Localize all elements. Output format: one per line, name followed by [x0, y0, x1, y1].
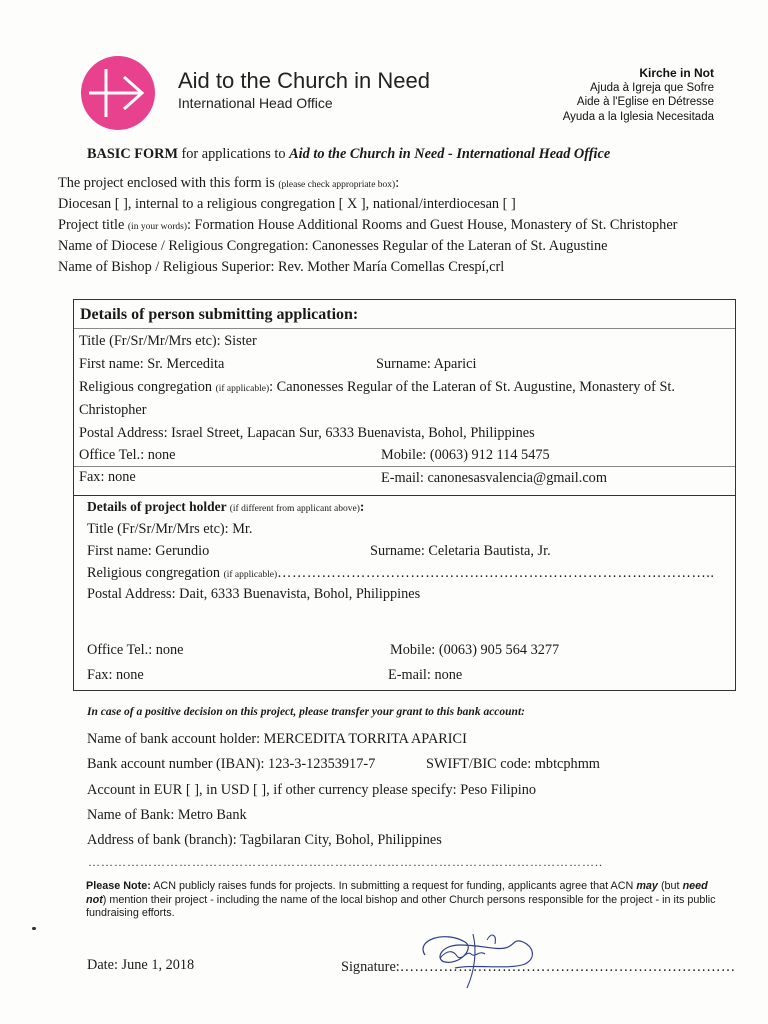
- date-field: Date: June 1, 2018: [87, 957, 195, 973]
- note-may: may: [636, 880, 658, 892]
- form-heading-text: for applications to: [177, 146, 290, 162]
- org-name: Aid to the Church in Need: [178, 68, 430, 93]
- signature-dots: ……………………………………………………………: [399, 959, 736, 975]
- project-title-line: [58, 217, 677, 234]
- holder-heading-hint: (if different from applicant above): [229, 504, 360, 514]
- bank-holder: Name of bank account holder: MERCEDITA TORRITA APARICI: [87, 731, 467, 747]
- project-enclosed-colon: :: [395, 175, 400, 191]
- applicant-congregation: [79, 379, 675, 396]
- holder-surname: Surname: Celetaria Bautista, Jr.: [370, 543, 551, 559]
- bishop-line: Name of Bishop / Religious Superior: Rev. Mother María Comellas Crespí,crl: [58, 259, 505, 275]
- bank-dots-line: ………………………………………………………………………………………………………..: [88, 855, 603, 869]
- applicant-surname: Surname: Aparici: [376, 356, 477, 372]
- project-type-line: Diocesan [ ], internal to a religious congregation [ X ], national/interdiocesan [ ]: [58, 196, 516, 212]
- bank-account: Bank account number (IBAN): 123-3-12353917-7: [87, 756, 376, 772]
- applicant-fax: Fax: none: [79, 469, 136, 485]
- holder-congregation-dots: ……………………………………………………………………………..: [277, 565, 715, 581]
- bank-address: Address of bank (branch): Tagbilaran City, Bohol, Philippines: [87, 832, 442, 848]
- project-enclosed-label: The project enclosed with this form is: [58, 175, 279, 191]
- diocese-line: Name of Diocese / Religious Congregation: Canonesses Regular of the Lateran of St. Augustine: [58, 238, 608, 254]
- applicant-office-tel: Office Tel.: none: [79, 447, 176, 463]
- holder-email: E-mail: none: [388, 667, 463, 683]
- applicant-divider-2: [74, 466, 735, 467]
- note-label: Please Note:: [86, 880, 151, 892]
- applicant-divider: [74, 328, 735, 329]
- note-paragraph: [86, 880, 726, 921]
- applicant-postal: Postal Address: Israel Street, Lapacan Sur, 6333 Buenavista, Bohol, Philippines: [79, 425, 535, 441]
- bank-currency: Account in EUR [ ], in USD [ ], if other currency please specify: Peso Filipino: [87, 782, 537, 798]
- applicant-heading: Details of person submitting application:: [80, 306, 359, 323]
- language-names: [563, 66, 714, 124]
- handwritten-signature: [405, 920, 545, 990]
- note-need-not: need not: [86, 880, 708, 906]
- note-part1: ACN publicly raises funds for projects. In submitting a request for funding, applicants agree that ACN: [150, 880, 637, 892]
- holder-mobile: Mobile: (0063) 905 564 3277: [390, 642, 560, 658]
- form-heading: [87, 146, 610, 163]
- lang-french: Aide à l'Eglise en Détresse: [576, 96, 714, 108]
- applicant-congregation-label: Religious congregation: [79, 379, 216, 395]
- holder-fax: Fax: none: [87, 667, 144, 683]
- applicant-congregation-hint: (if applicable): [215, 384, 270, 394]
- applicant-title: Title (Fr/Sr/Mr/Mrs etc): Sister: [79, 333, 257, 349]
- project-enclosed-hint: (please check appropriate box): [278, 180, 396, 190]
- signature-label: Signature:: [341, 959, 400, 975]
- lang-spanish: Ayuda a la Iglesia Necesitada: [562, 110, 714, 123]
- project-title-label: Project title: [58, 217, 128, 233]
- holder-first-name: First name: Gerundio: [87, 543, 210, 559]
- holder-heading: [87, 499, 364, 515]
- applicant-first-name: First name: Sr. Mercedita: [79, 356, 225, 372]
- holder-congregation-label: Religious congregation: [87, 565, 224, 581]
- holder-congregation: [87, 565, 714, 582]
- form-heading-italic: Aid to the Church in Need - International Head Office: [289, 146, 611, 162]
- holder-heading-colon: :: [359, 499, 365, 514]
- holder-title: Title (Fr/Sr/Mr/Mrs etc): Mr.: [87, 521, 253, 537]
- holder-office-tel: Office Tel.: none: [87, 642, 184, 658]
- note-part2: (but: [657, 880, 683, 892]
- bank-name: Name of Bank: Metro Bank: [87, 807, 247, 823]
- form-heading-bold: BASIC FORM: [87, 146, 178, 162]
- project-title-hint: (in your words): [127, 222, 187, 232]
- applicant-congregation-cont: Christopher: [79, 402, 147, 418]
- bank-swift: SWIFT/BIC code: mbtcphmm: [426, 756, 600, 772]
- applicant-mobile: Mobile: (0063) 912 114 5475: [381, 447, 550, 463]
- note-part3: ) mention their project - including the name of the local bishop and other Church persons responsible for the project - in its public fundraising efforts.: [86, 893, 716, 919]
- bank-heading: In case of a positive decision on this project, please transfer your grant to this bank account:: [87, 706, 525, 718]
- holder-heading-label: Details of project holder: [87, 499, 230, 514]
- applicant-email: E-mail: canonesasvalencia@gmail.com: [381, 470, 607, 486]
- stray-mark: [32, 927, 36, 930]
- lang-portuguese: Ajuda à Igreja que Sofre: [589, 81, 714, 94]
- lang-german: Kirche in Not: [639, 66, 714, 80]
- project-enclosed-line: [58, 175, 399, 192]
- acn-logo: [80, 55, 156, 131]
- holder-congregation-hint: (if applicable): [223, 570, 278, 580]
- holder-postal: Postal Address: Dait, 6333 Buenavista, Bohol, Philippines: [87, 586, 421, 602]
- project-title-value: : Formation House Additional Rooms and Guest House, Monastery of St. Christopher: [187, 217, 678, 233]
- org-office: International Head Office: [178, 95, 333, 111]
- applicant-congregation-value: : Canonesses Regular of the Lateran of St. Augustine, Monastery of St.: [269, 379, 675, 395]
